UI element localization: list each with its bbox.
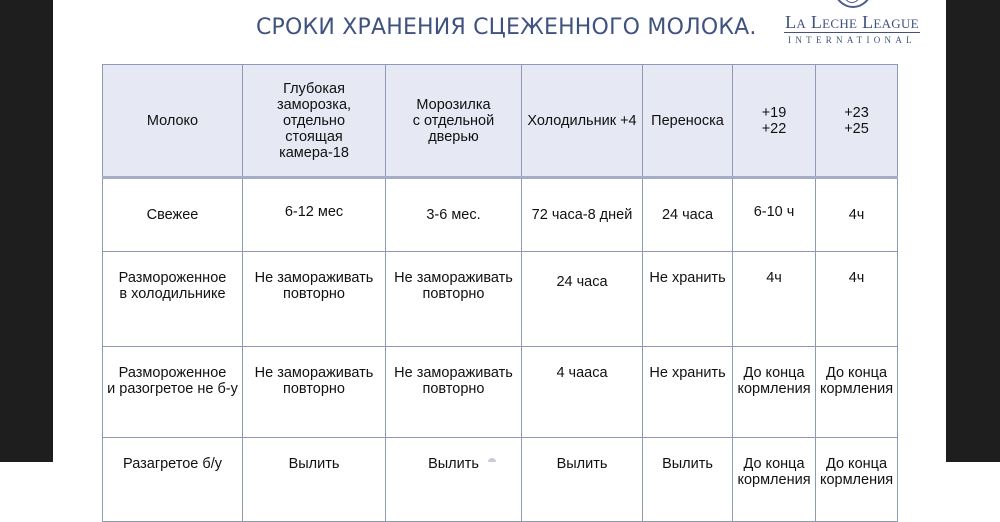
table-cell: До конца кормления: [816, 438, 898, 522]
table-cell: 24 часа: [643, 178, 733, 252]
table-cell: 24 часа: [522, 252, 643, 347]
slide-title: СРОКИ ХРАНЕНИЯ СЦЕЖЕННОГО МОЛОКА.: [256, 15, 757, 40]
header-deep-freeze: Глубокая заморозка, отдельно стоящая камера-18: [243, 65, 386, 178]
logo-name: La Leche League: [785, 12, 919, 32]
table-cell: Не замораживать повторно: [243, 252, 386, 347]
table-cell: Не хранить: [643, 252, 733, 347]
table-cell: Не замораживать повторно: [386, 347, 522, 438]
table-row-fresh: [103, 178, 898, 252]
header-milk: Молоко: [103, 65, 243, 178]
table-cell: Не замораживать повторно: [386, 252, 522, 347]
la-leche-league-logo: [782, 0, 922, 50]
table-cell: Вылить: [522, 438, 643, 522]
milk-storage-table: [102, 64, 898, 522]
table-cell: 4 чааса: [522, 347, 643, 438]
header-temp-23-25: +23 +25: [816, 65, 898, 178]
table-cell: До конца кормления: [816, 347, 898, 438]
table-cell: 3-6 мес.: [386, 178, 522, 252]
table-cell: Вылить: [386, 438, 522, 522]
table-cell: Не замораживать повторно: [243, 347, 386, 438]
table-row-thawed-warmed: [103, 347, 898, 438]
logo-subtitle: INTERNATIONAL: [788, 35, 916, 45]
row-label: Размороженное в холодильнике: [103, 252, 243, 347]
table-cell: До конца кормления: [733, 347, 816, 438]
left-dark-panel: [0, 0, 53, 462]
header-cooler-bag: Переноска: [643, 65, 733, 178]
table-header-row: [103, 65, 898, 178]
table-cell: 6-10 ч: [733, 178, 816, 252]
logo-divider: [784, 32, 920, 33]
table-cell: Не хранить: [643, 347, 733, 438]
table-cell: До конца кормления: [733, 438, 816, 522]
table-cell: 4ч: [816, 178, 898, 252]
table-cell: Вылить: [243, 438, 386, 522]
table-cell: 4ч: [816, 252, 898, 347]
table-row-thawed-fridge: [103, 252, 898, 347]
table-cell: 6-12 мес: [243, 178, 386, 252]
right-dark-panel: [946, 0, 1000, 462]
row-label: Свежее: [103, 178, 243, 252]
header-fridge: Холодильник +4: [522, 65, 643, 178]
table-cell: Вылить: [643, 438, 733, 522]
header-freezer-separate-door: Морозилка с отдельной дверью: [386, 65, 522, 178]
table-cell: 4ч: [733, 252, 816, 347]
table-cell: 72 часа-8 дней: [522, 178, 643, 252]
row-label: Размороженное и разогретое не б-у: [103, 347, 243, 438]
table-row-warmed-used: [103, 438, 898, 522]
row-label: Разагретое б/у: [103, 438, 243, 522]
header-temp-19-22: +19 +22: [733, 65, 816, 178]
scroll-indicator: [488, 458, 496, 462]
